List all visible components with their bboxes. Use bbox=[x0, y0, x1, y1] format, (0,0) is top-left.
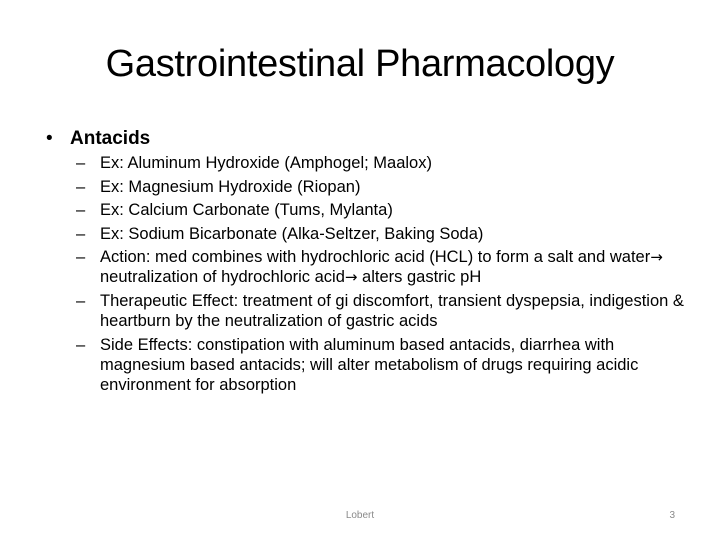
arrow-right-icon: → bbox=[650, 248, 663, 267]
sub-bullet-text: Ex: Magnesium Hydroxide (Riopan) bbox=[100, 177, 361, 196]
sub-bullet-item bbox=[76, 153, 686, 173]
side-effects-text: Side Effects: constipation with aluminum based antacids, diarrhea with magnesium based antacids; will alter metabolism of drugs requiring acidic environment for absorption bbox=[100, 335, 639, 394]
sub-bullet-text: Ex: Sodium Bicarbonate (Alka-Seltzer, Baking Soda) bbox=[100, 224, 484, 243]
sub-bullet-therapeutic bbox=[76, 291, 686, 331]
sub-bullet-list bbox=[46, 153, 686, 395]
arrow-right-icon: → bbox=[344, 268, 358, 287]
footer-page-number: 3 bbox=[669, 510, 675, 521]
dash-icon: – bbox=[76, 335, 86, 354]
dash-icon: – bbox=[76, 248, 86, 267]
sub-bullet-item bbox=[76, 224, 686, 244]
sub-bullet-action bbox=[76, 247, 686, 287]
dash-icon: – bbox=[76, 224, 86, 243]
sub-bullet-item bbox=[76, 200, 686, 220]
dash-icon: – bbox=[76, 201, 86, 220]
bullet-antacids bbox=[46, 127, 686, 151]
dash-icon: – bbox=[76, 291, 86, 310]
sub-bullet-side-effects bbox=[76, 335, 686, 395]
action-text-1: Action: med combines with hydrochloric acid (HCL) to form a salt and water bbox=[100, 248, 651, 267]
slide-title: Gastrointestinal Pharmacology bbox=[105, 43, 615, 85]
therapeutic-text: Therapeutic Effect: treatment of gi discomfort, transient dyspepsia, indigestion & heartburn by the neutralization of gastric acids bbox=[100, 291, 684, 330]
footer-author: Lobert bbox=[345, 510, 375, 521]
action-text-2: neutralization of hydrochloric acid bbox=[100, 268, 345, 287]
sub-bullet-text: Ex: Aluminum Hydroxide (Amphogel; Maalox) bbox=[100, 154, 432, 172]
action-text-3: alters gastric pH bbox=[357, 268, 482, 287]
bullet-heading: Antacids bbox=[70, 128, 151, 149]
bullet-icon: • bbox=[46, 128, 53, 149]
slide-content bbox=[46, 127, 686, 398]
sub-bullet-item bbox=[76, 177, 686, 197]
dash-icon: – bbox=[76, 154, 86, 172]
sub-bullet-text: Ex: Calcium Carbonate (Tums, Mylanta) bbox=[100, 201, 393, 220]
dash-icon: – bbox=[76, 177, 86, 196]
